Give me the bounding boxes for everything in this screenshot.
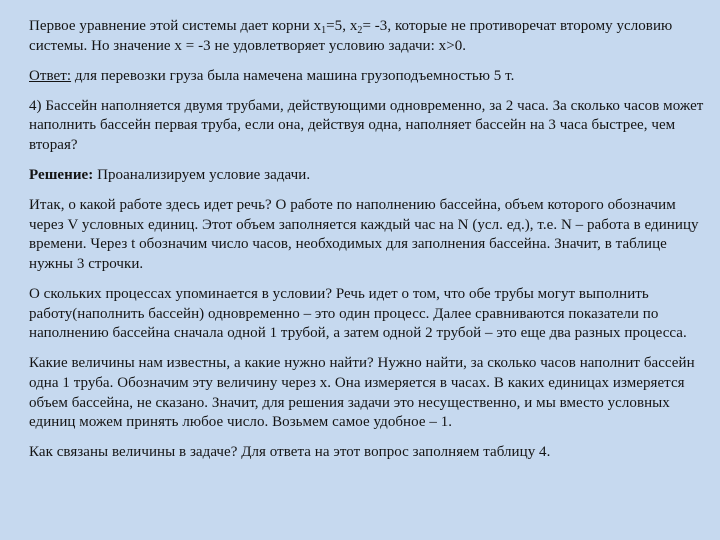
solution-text: Проанализируем условие задачи. [93, 167, 311, 184]
roots-text-3: = -3, которые не противоречат второму условию системы. Но значение x = -3 не удовлетворяет условию задачи: x>0. [29, 18, 673, 54]
paragraph-work [29, 196, 704, 274]
paragraph-problem-4 [29, 97, 704, 156]
problem-4-text: 4) Бассейн наполняется двумя трубами, действующими одновременно, за 2 часа. За сколько часов может наполнить бассейн первая труба, если она, действуя одна, наполняет бассейн на 3 часа быстрее, чем вторая? [29, 97, 704, 153]
solution-label: Решение: [29, 167, 94, 184]
paragraph-answer [29, 67, 704, 87]
roots-text-2: =5, x [326, 18, 358, 34]
answer-label: Ответ: [29, 67, 72, 84]
quantities-text: Какие величины нам известны, а какие нужно найти? Нужно найти, за сколько часов наполнит бассейн одна 1 труба. Обозначим эту величину через x. Она измеряется в часах. В каких единицах измеряется объем бассейна, не сказано. Значит, для решения задачи это несущественно, и мы вместо условных единиц можем принять любое число. Возьмем самое удобное – 1. [29, 355, 695, 431]
subscript-2: 2 [357, 25, 363, 36]
paragraph-roots [29, 17, 704, 56]
work-text: Итак, о какой работе здесь идет речь? О работе по наполнению бассейна, объем которого обозначим через V условных единиц. Этот объем заполняется каждый час на N (усл. ед.), т.е. N – работа в единицу времени. Через t обозначим число часов, необходимых для заполнения бассейна. Значит, в таблице нужны 3 строчки. [29, 197, 699, 272]
paragraph-processes [29, 285, 704, 344]
processes-text: О скольких процессах упоминается в условии? Речь идет о том, что обе трубы могут выполнить работу(наполнить бассейн) одновременно – это один процесс. Далее сравниваются показатели по наполнению бассейна сначала одной 1 трубой, а затем одной 2 трубой – это еще два разных процесса. [29, 286, 687, 342]
paragraph-solution [29, 166, 704, 186]
answer-text: для перевозки груза была намечена машина грузоподъемностью 5 т. [71, 67, 515, 84]
table-link-text: Как связаны величины в задаче? Для ответа на этот вопрос заполняем таблицу 4. [29, 444, 551, 461]
roots-text-1: Первое уравнение этой системы дает корни x [29, 18, 322, 34]
paragraph-quantities [29, 354, 704, 432]
subscript-1: 1 [321, 25, 327, 36]
paragraph-table-link [29, 443, 704, 463]
